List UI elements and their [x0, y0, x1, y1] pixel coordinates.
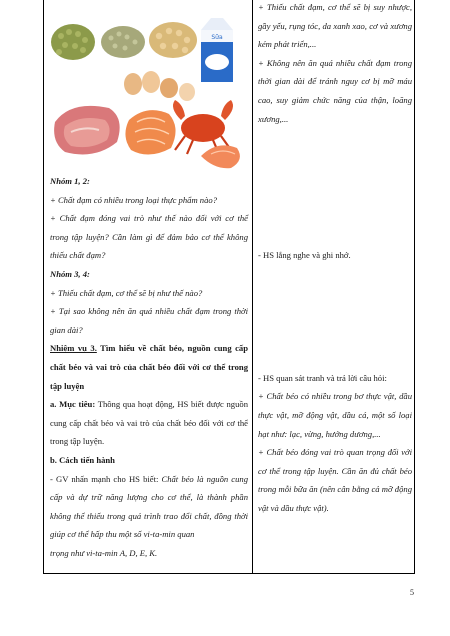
group-3-4-title: Nhóm 3, 4:	[50, 268, 90, 279]
task-3-title: Tìm hiểu về chất béo, nguồn cung cấp chất béo và vai trò của chất béo đối với cơ thể trong tập luyện	[50, 343, 248, 391]
eggs-icon	[124, 71, 195, 101]
method-paragraph	[50, 470, 248, 544]
lesson-table	[43, 0, 415, 574]
column-divider	[252, 0, 253, 573]
goal-paragraph	[50, 395, 248, 451]
fat-role-answer: + Chất béo đóng vai trò quan trọng đối với cơ thể trong tập luyện. Cần ăn đủ chất béo trong mỗi bữa ăn (nên cân bằng cả mỡ động vật và dầu thực vật).	[258, 447, 412, 513]
group-3-4-question-1: + Thiếu chất đạm, cơ thể sẽ bị như thế nào?	[50, 287, 203, 298]
task-3-label: Nhiệm vụ 3.	[50, 343, 97, 354]
goal-text: Thông qua hoạt động, HS biết được nguồn cung cấp chất béo và vai trò của chất béo đối với cơ thể trong tập luyện.	[50, 399, 248, 447]
method-text: Chất béo là nguồn cung cấp và dự trữ năng lượng cho cơ thể, là thành phần không thể thiếu trong quá trình trao đổi chất, đồng thời giúp cơ thể hấp thu một số vi-ta-min quan	[50, 473, 248, 540]
beans-pile-icon	[51, 24, 95, 60]
observe-note: - HS quan sát tranh và trả lời câu hỏi:	[258, 372, 387, 383]
task-3-heading	[50, 339, 248, 395]
student-activity-column	[258, 0, 412, 518]
milk-carton-icon	[201, 18, 233, 82]
soybeans-pile-icon	[149, 22, 197, 58]
lentils-pile-icon	[101, 26, 145, 58]
teacher-activity-column	[50, 172, 248, 562]
protein-excess-answer: + Không nên ăn quá nhiều chất đạm trong thời gian dài để tránh nguy cơ bị mỡ máu cao, suy giảm chức năng của thận, loãng xương,...	[258, 57, 412, 124]
shrimp-icon	[201, 145, 240, 168]
raw-meat-icon	[54, 106, 120, 155]
page-number: 5	[410, 588, 414, 597]
group-3-4-question-2: + Tại sao không nên ăn quá nhiều chất đạm trong thời gian dài?	[50, 306, 248, 335]
milk-carton-label: Sữa	[211, 34, 223, 41]
protein-deficit-answer: + Thiếu chất đạm, cơ thể sẽ bị suy nhược, gầy yếu, rụng tóc, da xanh xao, cơ và xương kém phát triển,...	[258, 2, 412, 50]
protein-foods-illustration	[51, 4, 246, 172]
goal-label: a. Mục tiêu:	[50, 399, 96, 410]
group-1-2-title: Nhóm 1, 2:	[50, 176, 90, 186]
group-1-2-question-1: + Chất đạm có nhiều trong loại thực phẩm nào?	[50, 194, 217, 205]
method-tail: trọng như vi-ta-min A, D, E, K.	[50, 547, 158, 558]
group-1-2-question-2: + Chất đạm đóng vai trò như thế nào đối với cơ thể trong tập luyện? Cần làm gì để đảm bảo cơ thể không thiếu chất đạm?	[50, 213, 248, 261]
fat-sources-answer: + Chất béo có nhiều trong bơ thực vật, dầu thực vật, mỡ động vật, dầu cá, một số loại hạt như: lạc, vừng, hướng dương,...	[258, 391, 412, 439]
method-prefix: - GV nhấn mạnh cho HS biết:	[50, 473, 162, 484]
listen-note: - HS lắng nghe và ghi nhớ.	[258, 250, 351, 261]
salmon-steak-icon	[125, 110, 175, 154]
method-heading: b. Cách tiến hành	[50, 454, 115, 465]
